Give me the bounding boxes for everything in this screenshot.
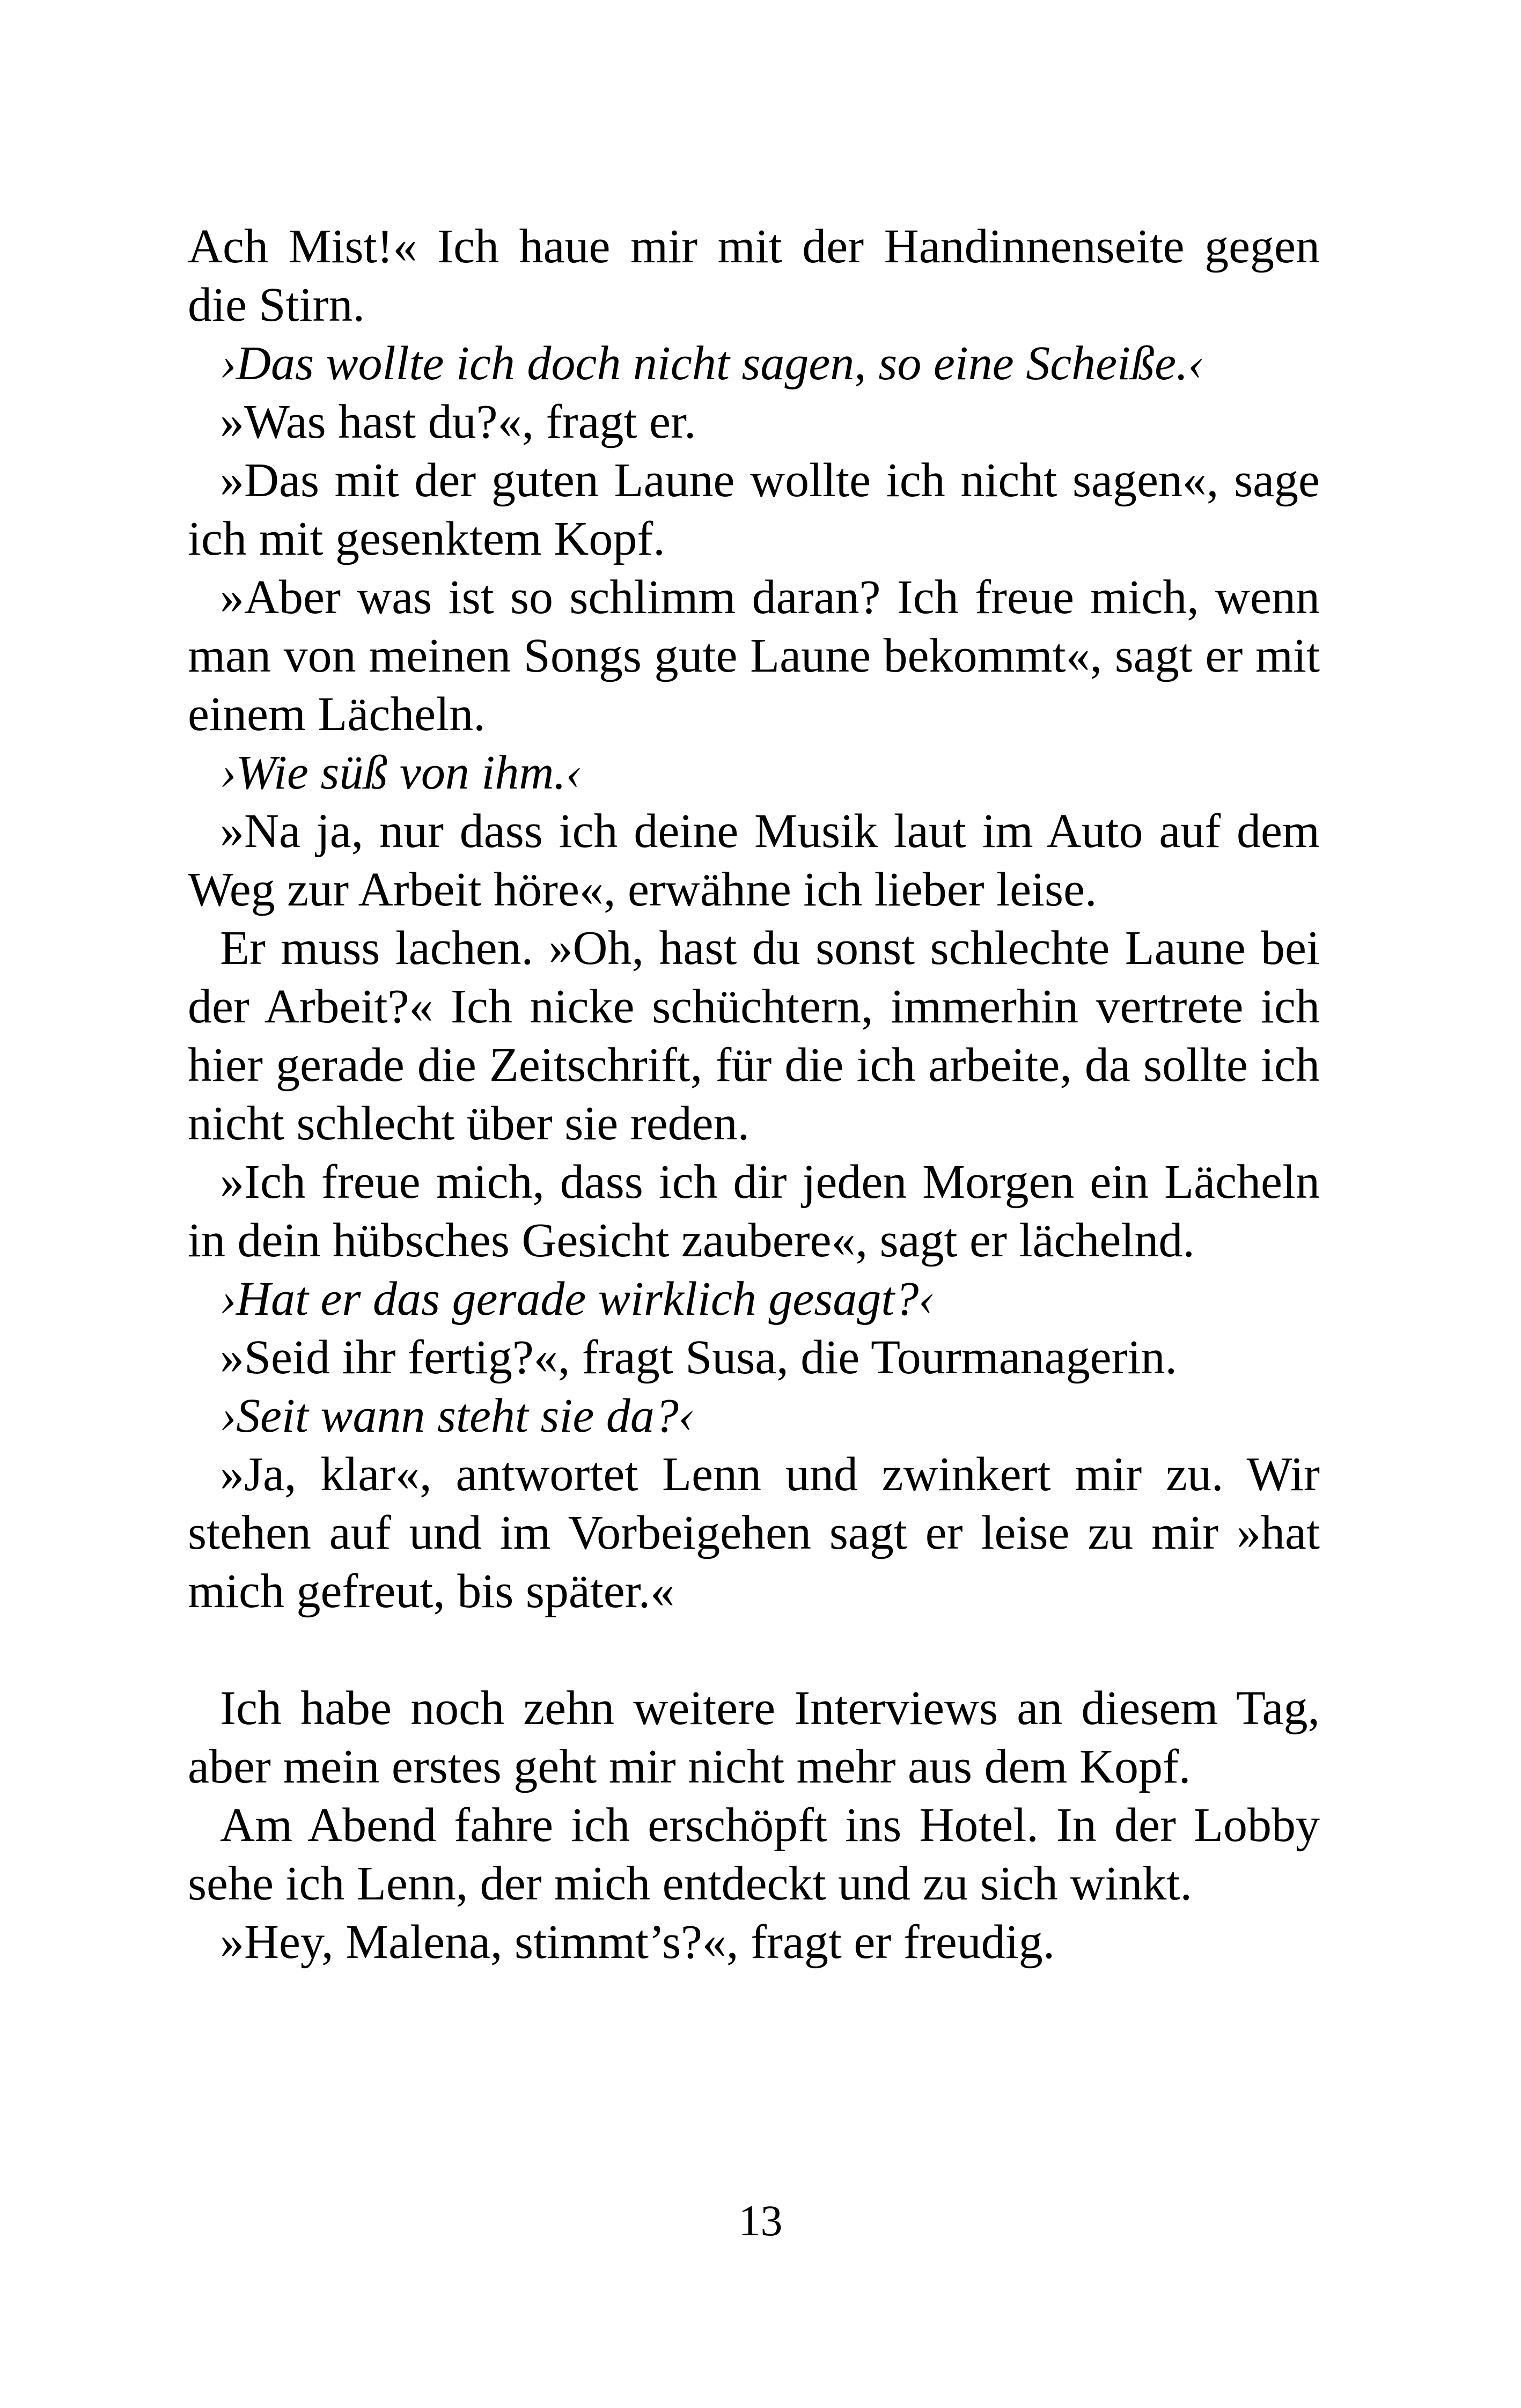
body-text (188, 217, 1320, 1971)
paragraph: »Aber was ist so schlimm daran? Ich freue mich, wenn man von meinen Songs gute Laune bekommt«, sagt er mit einem Lächeln. (188, 571, 1320, 741)
paragraph: »Seid ihr fertig?«, fragt Susa, die Tourmanagerin. (220, 1331, 1178, 1384)
paragraph: »Ja, klar«, antwortet Lenn und zwinkert mir zu. Wir stehen auf und im Vorbeigehen sagt er leise zu mir »hat mich gefreut, bis später.« (188, 1448, 1320, 1618)
paragraph: Am Abend fahre ich erschöpft ins Hotel. In der Lobby sehe ich Lenn, der mich entdeckt und zu sich winkt. (188, 1799, 1320, 1910)
paragraph: »Ich freue mich, dass ich dir jeden Morgen ein Lächeln in dein hübsches Gesicht zaubere«, sagt er lächelnd. (188, 1155, 1320, 1267)
page-number: 13 (738, 2196, 783, 2245)
paragraph: »Das mit der guten Laune wollte ich nicht sagen«, sage ich mit gesenktem Kopf. (188, 454, 1320, 565)
paragraph-thought: ›Wie süß von ihm.‹ (220, 746, 582, 799)
paragraph: Ich habe noch zehn weitere Interviews an diesem Tag, aber mein erstes geht mir nicht mehr aus dem Kopf. (188, 1682, 1320, 1793)
paragraph-thought: ›Hat er das gerade wirklich gesagt?‹ (220, 1272, 935, 1325)
paragraph: »Hey, Malena, stimmt’s?«, fragt er freudig. (220, 1916, 1055, 1969)
paragraph-thought: ›Seit wann steht sie da?‹ (220, 1389, 695, 1442)
paragraph-thought: ›Das wollte ich doch nicht sagen, so eine Scheiße.‹ (220, 337, 1204, 390)
paragraph: »Na ja, nur dass ich deine Musik laut im Auto auf dem Weg zur Arbeit höre«, erwähne ich lieber leise. (188, 805, 1320, 916)
section-break (188, 1621, 1320, 1679)
paragraph-continuation: Ach Mist!« Ich haue mir mit der Handinnenseite gegen die Stirn. (188, 220, 1320, 332)
paragraph: Er muss lachen. »Oh, hast du sonst schlechte Laune bei der Arbeit?« Ich nicke schüchtern, immerhin vertrete ich hier gerade die Zeitschrift, für die ich arbeite, da sollte ich nicht schlecht über sie reden. (188, 922, 1320, 1150)
paragraph: »Was hast du?«, fragt er. (220, 395, 696, 448)
